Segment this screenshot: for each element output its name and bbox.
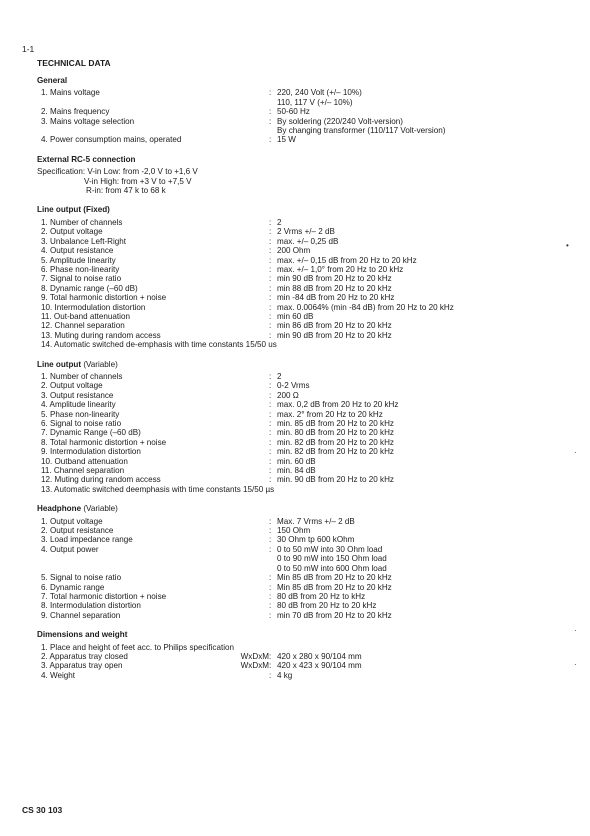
spec-dimension-order: WxDxM	[240, 661, 269, 671]
spec-value: 420 x 423 x 90/104 mm	[277, 661, 362, 671]
spec-value: Min 85 dB from 20 Hz to 20 kHz	[277, 582, 392, 592]
spec-separator: :	[269, 516, 272, 526]
spec-label: 4. Output resistance	[41, 246, 114, 256]
spec-value: min 90 dB from 20 Hz to 20 kHz	[277, 330, 392, 340]
document-title: TECHNICAL DATA	[37, 58, 111, 68]
spec-label: 11. Channel separation	[41, 466, 125, 476]
spec-separator: :	[269, 456, 272, 466]
spec-row	[37, 400, 582, 409]
spec-row	[37, 126, 582, 135]
spec-separator: :	[269, 591, 272, 601]
document-code: CS 30 103	[22, 805, 63, 815]
spec-separator: :	[269, 601, 272, 611]
spec-label: 2. Output voltage	[41, 227, 103, 237]
heading-main: Line output	[37, 359, 82, 369]
spec-dimension-order: WxDxM	[240, 651, 269, 661]
spec-row	[37, 601, 582, 610]
spec-row	[37, 517, 582, 526]
spec-label: 4. Power consumption mains, operated	[41, 135, 182, 145]
spec-label: 3. Apparatus tray open	[41, 661, 123, 671]
spec-row	[37, 293, 582, 302]
spec-separator: :	[269, 246, 272, 256]
spec-separator: :	[269, 535, 272, 545]
spec-value: 30 Ohm tp 600 kOhm	[277, 535, 355, 545]
line-variable-note: 13. Automatic switched deemphasis with time constants 15/50 µs	[41, 484, 275, 494]
spec-value: 80 dB from 20 Hz to kHz	[277, 591, 366, 601]
spec-label: 5. Phase non-linearity	[41, 409, 120, 419]
spec-value: 4 kg	[277, 670, 293, 680]
spec-value: 15 W	[277, 135, 296, 145]
spec-value: max. +/– 0,25 dB	[277, 236, 339, 246]
spec-separator: :	[269, 661, 272, 671]
spec-label: 2. Output voltage	[41, 381, 103, 391]
spec-separator: :	[269, 371, 272, 381]
spec-row	[37, 592, 582, 601]
spec-row	[37, 475, 582, 484]
spec-row	[37, 117, 582, 126]
spec-value: By soldering (220/240 Volt-version)	[277, 116, 403, 126]
spec-value: min -84 dB from 20 Hz to 20 kHz	[277, 293, 395, 303]
spec-separator: :	[269, 135, 272, 145]
spec-separator: :	[269, 88, 272, 98]
spec-row	[37, 256, 582, 265]
line-variable-rows	[37, 372, 582, 485]
spec-row	[37, 554, 582, 563]
spec-label: 11. Out-band attenuation	[41, 311, 130, 321]
spec-label: 3. Load impedance range	[41, 535, 133, 545]
section-line-fixed-heading: Line output (Fixed)	[37, 205, 110, 215]
spec-row	[37, 438, 582, 447]
spec-value: min 70 dB from 20 Hz to 20 kHz	[277, 610, 392, 620]
spec-label: 4. Weight	[41, 670, 76, 680]
spec-label: 1. Number of channels	[41, 371, 123, 381]
margin-mark: •	[566, 241, 569, 250]
general-rows	[37, 88, 582, 144]
spec-separator: :	[269, 217, 272, 227]
spec-separator: :	[269, 428, 272, 438]
spec-label: 4. Amplitude linearity	[41, 400, 116, 410]
spec-row	[37, 526, 582, 535]
spec-value: 110, 117 V (+/– 10%)	[277, 97, 353, 107]
spec-label: 2. Output resistance	[41, 526, 114, 536]
spec-value: max. 0,2 dB from 20 Hz to 20 kHz	[277, 400, 399, 410]
rc5-line: R-in: from 47 k to 68 k	[86, 186, 166, 196]
spec-row	[37, 583, 582, 592]
spec-value: 50-60 Hz	[277, 107, 310, 117]
spec-row	[37, 410, 582, 419]
spec-label: 8. Total harmonic distortion + noise	[41, 437, 167, 447]
spec-row	[37, 457, 582, 466]
spec-label: 10. Outband attenuation	[41, 456, 128, 466]
section-general-heading: General	[37, 76, 68, 85]
spec-row	[37, 237, 582, 246]
spec-label: 8. Intermodulation distortion	[41, 601, 141, 611]
spec-value: min. 85 dB from 20 Hz to 20 kHz	[277, 419, 394, 428]
spec-value: min. 80 dB from 20 Hz to 20 kHz	[277, 428, 394, 438]
margin-mark: ·	[574, 448, 577, 457]
spec-separator: :	[269, 573, 272, 583]
margin-mark: ·	[574, 626, 577, 635]
spec-label: 3. Output resistance	[41, 390, 114, 400]
spec-separator: :	[269, 330, 272, 340]
spec-row	[37, 545, 582, 554]
spec-value: 200 Ohm	[277, 246, 311, 256]
spec-label: 5. Amplitude linearity	[41, 255, 116, 265]
margin-mark: ·	[574, 660, 577, 669]
spec-row	[37, 265, 582, 274]
spec-separator: :	[269, 437, 272, 447]
spec-label: 6. Dynamic range	[41, 582, 105, 592]
spec-value: 2 Vrms +/– 2 dB	[277, 227, 335, 237]
spec-separator: :	[269, 466, 272, 476]
spec-value: min. 84 dB	[277, 466, 316, 476]
spec-value: 2	[277, 371, 282, 381]
spec-row	[37, 573, 582, 582]
spec-value: min. 82 dB from 20 Hz to 20 kHz	[277, 447, 394, 457]
spec-value: 0-2 Vrms	[277, 381, 310, 391]
spec-value: min 86 dB from 20 Hz to 20 kHz	[277, 321, 392, 331]
section-rc5-heading: External RC-5 connection	[37, 154, 136, 164]
spec-value: 2	[277, 217, 282, 227]
spec-value: max. 2° from 20 Hz to 20 kHz	[277, 409, 383, 419]
spec-row	[37, 107, 582, 116]
spec-separator: :	[269, 610, 272, 620]
spec-row	[37, 652, 582, 661]
spec-label: 2. Apparatus tray closed	[41, 651, 128, 661]
spec-dimension-order	[229, 671, 269, 680]
spec-separator: :	[269, 255, 272, 265]
heading-main: Headphone	[37, 504, 82, 514]
spec-row	[37, 372, 582, 381]
spec-value: min. 60 dB	[277, 456, 316, 466]
spec-value: min. 82 dB from 20 Hz to 20 kHz	[277, 437, 394, 447]
spec-label: 6. Phase non-linearity	[41, 264, 120, 274]
spec-separator: :	[269, 447, 272, 457]
spec-row	[37, 331, 582, 340]
spec-separator: :	[269, 544, 272, 554]
spec-row	[37, 661, 582, 670]
section-headphone-heading	[37, 504, 582, 513]
spec-row	[37, 321, 582, 330]
spec-row	[37, 564, 582, 573]
spec-row	[37, 611, 582, 620]
spec-row	[37, 218, 582, 227]
spec-separator: :	[269, 293, 272, 303]
spec-value: max. 0.0064% (min -84 dB) from 20 Hz to 20 kHz	[277, 302, 454, 312]
spec-separator: :	[269, 526, 272, 536]
spec-label: 1. Output voltage	[41, 516, 103, 526]
spec-row	[37, 246, 582, 255]
spec-row	[37, 98, 582, 107]
spec-label: 12. Channel separation	[41, 321, 125, 331]
spec-label: 3. Unbalance Left-Right	[41, 236, 127, 246]
spec-value: 420 x 280 x 90/104 mm	[277, 651, 362, 661]
spec-value: 150 Ohm	[277, 526, 311, 536]
spec-row	[37, 312, 582, 321]
spec-label: 7. Signal to noise ratio	[41, 274, 122, 284]
page-number: 1-1	[22, 44, 35, 54]
spec-value: Min 85 dB from 20 Hz to 20 kHz	[277, 573, 392, 583]
spec-label: 1. Mains voltage	[41, 88, 100, 98]
spec-row	[37, 303, 582, 312]
spec-label: 2. Mains frequency	[41, 107, 110, 117]
spec-separator: :	[269, 302, 272, 312]
spec-row	[37, 274, 582, 283]
spec-row	[37, 671, 582, 680]
spec-value: min 88 dB from 20 Hz to 20 kHz	[277, 283, 392, 293]
rc5-line: Specification: V-in Low: from -2,0 V to +1,6 V	[37, 167, 198, 177]
spec-separator: :	[269, 283, 272, 293]
spec-separator: :	[269, 321, 272, 331]
line-fixed-rows	[37, 218, 582, 340]
spec-separator: :	[269, 400, 272, 410]
spec-label: 9. Channel separation	[41, 610, 121, 620]
spec-value: 80 dB from 20 Hz to 20 kHz	[277, 601, 377, 611]
section-line-variable-heading	[37, 360, 582, 369]
spec-label: 7. Dynamic Range (–60 dB)	[41, 428, 141, 438]
spec-row	[37, 419, 582, 428]
rc5-line: V-in High: from +3 V to +7,5 V	[84, 176, 192, 186]
spec-separator: :	[269, 390, 272, 400]
section-dimensions-heading: Dimensions and weight	[37, 630, 128, 640]
spec-separator: :	[269, 582, 272, 592]
spec-separator: :	[269, 409, 272, 419]
spec-separator: :	[269, 107, 272, 117]
spec-row	[37, 381, 582, 390]
spec-label: 1. Number of channels	[41, 217, 123, 227]
spec-separator: :	[269, 381, 272, 391]
dimensions-place-note: 1. Place and height of feet acc. to Philips specification	[41, 642, 235, 652]
spec-value: max. +/– 1,0° from 20 Hz to 20 kHz	[277, 264, 404, 274]
spec-separator: :	[269, 311, 272, 321]
spec-row	[37, 428, 582, 437]
dimensions-rows	[37, 652, 582, 680]
spec-separator: :	[269, 670, 272, 680]
spec-label: 7. Total harmonic distortion + noise	[41, 591, 167, 601]
spec-value: By changing transformer (110/117 Volt-version)	[277, 126, 446, 136]
heading-sub: (Variable)	[83, 504, 118, 514]
spec-value: 0 to 90 mW into 150 Ohm load	[277, 554, 387, 564]
headphone-rows	[37, 517, 582, 620]
spec-separator: :	[269, 274, 272, 284]
spec-value: min. 90 dB from 20 Hz to 20 kHz	[277, 475, 394, 485]
spec-label: 13. Muting during random access	[41, 330, 161, 340]
spec-separator: :	[269, 116, 272, 126]
spec-row	[37, 284, 582, 293]
spec-value: 0 to 50 mW into 600 Ohm load	[277, 563, 387, 573]
spec-row	[37, 391, 582, 400]
spec-value: 220, 240 Volt (+/– 10%)	[277, 88, 362, 98]
spec-row	[37, 88, 582, 97]
spec-label: 4. Output power	[41, 544, 99, 554]
spec-label: 9. Intermodulation distortion	[41, 447, 141, 457]
spec-label: 5. Signal to noise ratio	[41, 573, 122, 583]
spec-separator: :	[269, 227, 272, 237]
spec-value: Max. 7 Vrms +/– 2 dB	[277, 516, 355, 526]
spec-separator: :	[269, 419, 272, 428]
spec-row	[37, 447, 582, 456]
spec-label: 10. Intermodulation distortion	[41, 302, 146, 312]
spec-label: 12. Muting during random access	[41, 475, 161, 485]
spec-value: 0 to 50 mW into 30 Ohm load	[277, 544, 383, 554]
spec-row	[37, 135, 582, 144]
spec-value: 200 Ω	[277, 390, 299, 400]
spec-row	[37, 535, 582, 544]
spec-value: min 60 dB	[277, 311, 314, 321]
spec-separator: :	[269, 651, 272, 661]
spec-label: 6. Signal to noise ratio	[41, 419, 122, 428]
line-fixed-note: 14. Automatic switched de-emphasis with time constants 15/50 us	[41, 340, 277, 350]
rc5-specification	[37, 167, 582, 195]
spec-value: min 90 dB from 20 Hz to 20 kHz	[277, 274, 392, 284]
spec-separator: :	[269, 236, 272, 246]
spec-row	[37, 466, 582, 475]
spec-label: 9. Total harmonic distortion + noise	[41, 293, 167, 303]
spec-label: 8. Dynamic range (–60 dB)	[41, 283, 138, 293]
heading-sub: (Variable)	[83, 359, 118, 369]
technical-data	[37, 76, 582, 680]
spec-value: max. +/– 0,15 dB from 20 Hz to 20 kHz	[277, 255, 417, 265]
spec-separator: :	[269, 475, 272, 485]
spec-row	[37, 227, 582, 236]
spec-label: 3. Mains voltage selection	[41, 116, 135, 126]
spec-separator: :	[269, 264, 272, 274]
